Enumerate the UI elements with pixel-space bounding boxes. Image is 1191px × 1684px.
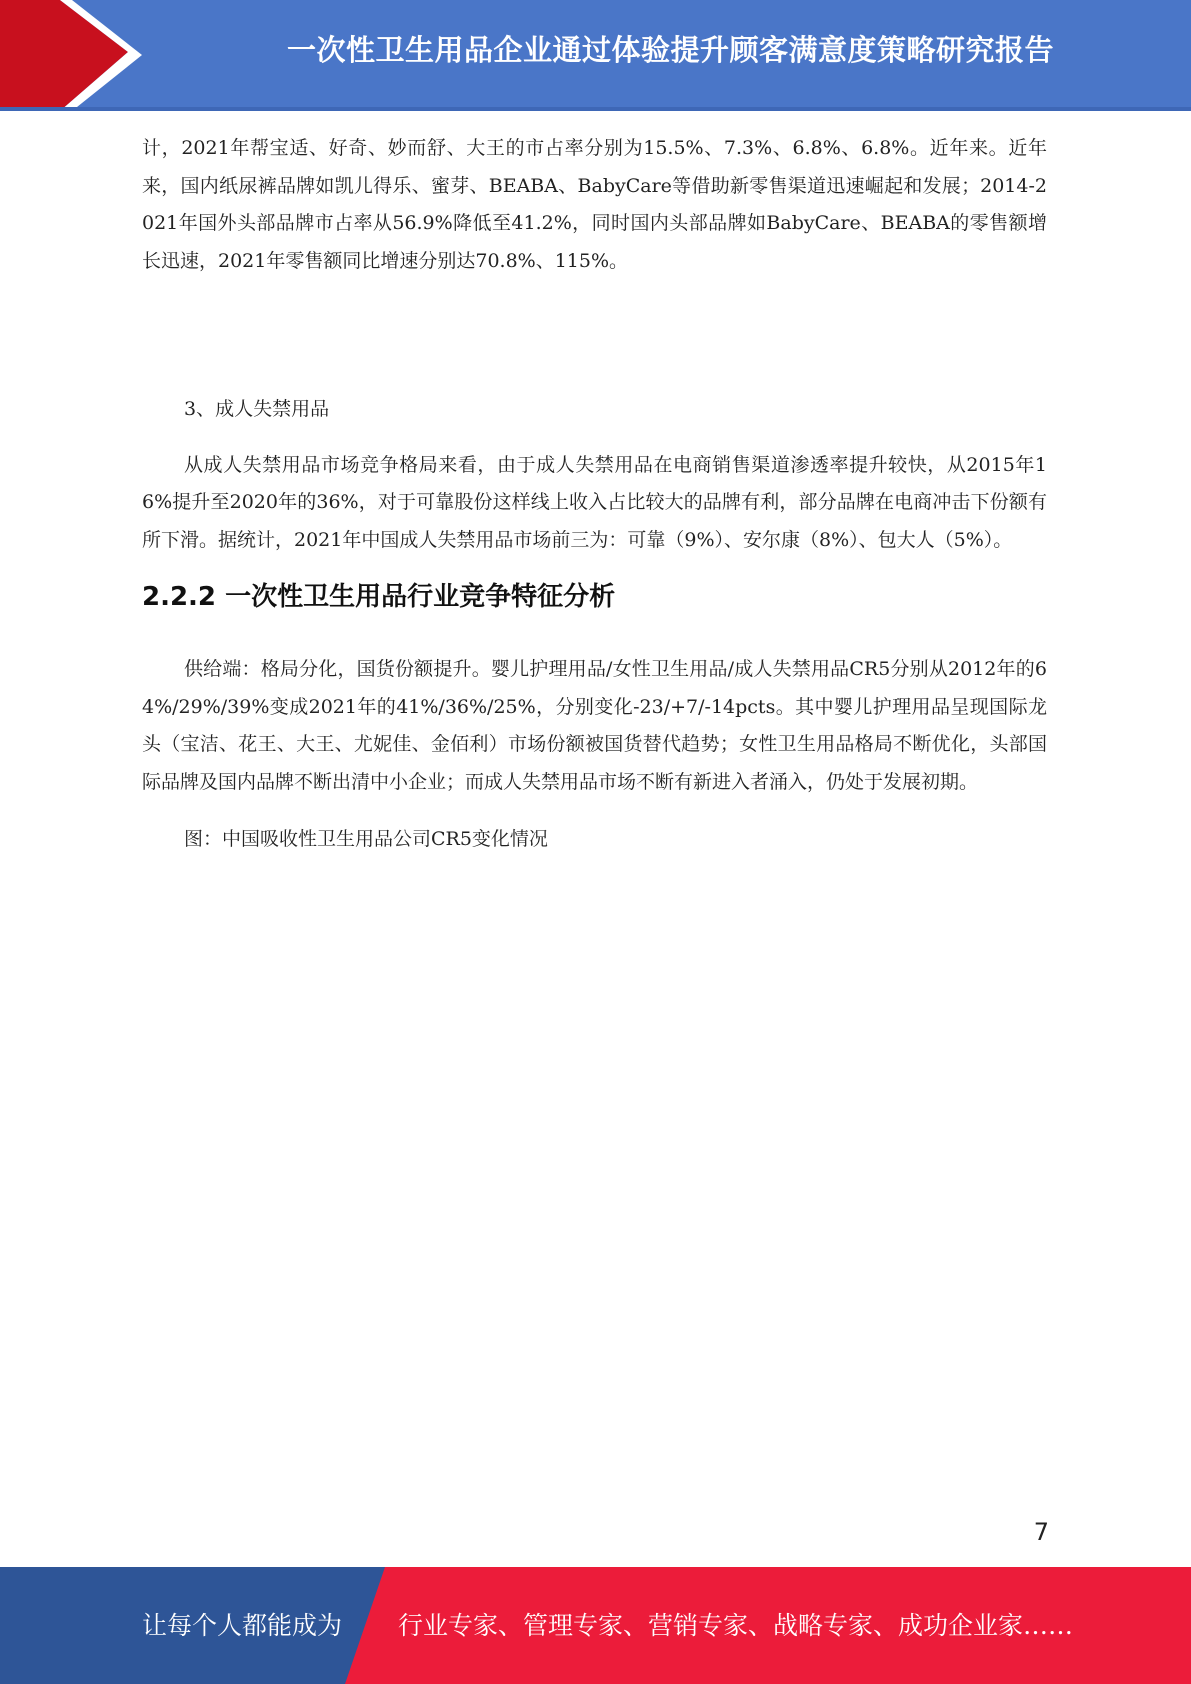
report-title: 一次性卫生用品企业通过体验提升顾客满意度策略研究报告 xyxy=(286,33,1054,67)
subsection-heading: 3、成人失禁用品 xyxy=(184,398,330,420)
paragraph-adult-incontinence: 从成人失禁用品市场竞争格局来看，由于成人失禁用品在电商销售渠道渗透率提升较快，从2015年16%提升至2020年的36%，对于可靠股份这样线上收入占比较大的品牌有利，部分品牌在电商冲击下份额有所下滑。据统计，2021年中国成人失禁用品市场前三为：可靠（9%）、安尔康（8%）、包大人（5%）。 xyxy=(142,453,1047,551)
header-chevron-logo xyxy=(0,0,160,111)
section-heading: 2.2.2 一次性卫生用品行业竞争特征分析 xyxy=(142,582,616,612)
paragraph-market-share: 计，2021年帮宝适、好奇、妙而舒、大王的市占率分别为15.5%、7.3%、6.8%、6.8%。近年来。近年来，国内纸尿裤品牌如凯儿得乐、蜜芽、BEABA、BabyCare等借助新零售渠道迅速崛起和发展；2014-2021年国外头部品牌市占率从56.9%降低至41.2%，同时国内头部品牌如BabyCare、BEABA的零售额增长迅速，2021年零售额同比增速分别达70.8%、115%。 xyxy=(142,137,1047,272)
figure-caption: 图：中国吸收性卫生用品公司CR5变化情况 xyxy=(184,828,548,850)
page-footer xyxy=(0,1567,1191,1684)
spacer xyxy=(142,801,1047,821)
spacer xyxy=(142,617,1047,651)
spacer xyxy=(142,280,1047,391)
spacer xyxy=(142,559,1047,577)
page-number: 7 xyxy=(1033,1518,1049,1546)
footer-slogan-left: 让每个人都能成为 xyxy=(142,1611,343,1640)
paragraph-supply-side: 供给端：格局分化，国货份额提升。婴儿护理用品/女性卫生用品/成人失禁用品CR5分别从2012年的64%/29%/39%变成2021年的41%/36%/25%，分别变化-23/+7/-14pcts。其中婴儿护理用品呈现国际龙头（宝洁、花王、大王、尤妮佳、金佰利）市场份额被国货替代趋势；女性卫生用品格局不断优化，头部国际品牌及国内品牌不断出清中小企业；而成人失禁用品市场不断有新进入者涌入，仍处于发展初期。 xyxy=(142,658,1047,793)
page-header xyxy=(0,0,1191,111)
header-divider xyxy=(0,107,1191,111)
spacer xyxy=(142,429,1047,447)
footer-slogan-right: 行业专家、管理专家、营销专家、战略专家、成功企业家…… xyxy=(398,1611,1074,1640)
document-body xyxy=(142,130,1047,859)
